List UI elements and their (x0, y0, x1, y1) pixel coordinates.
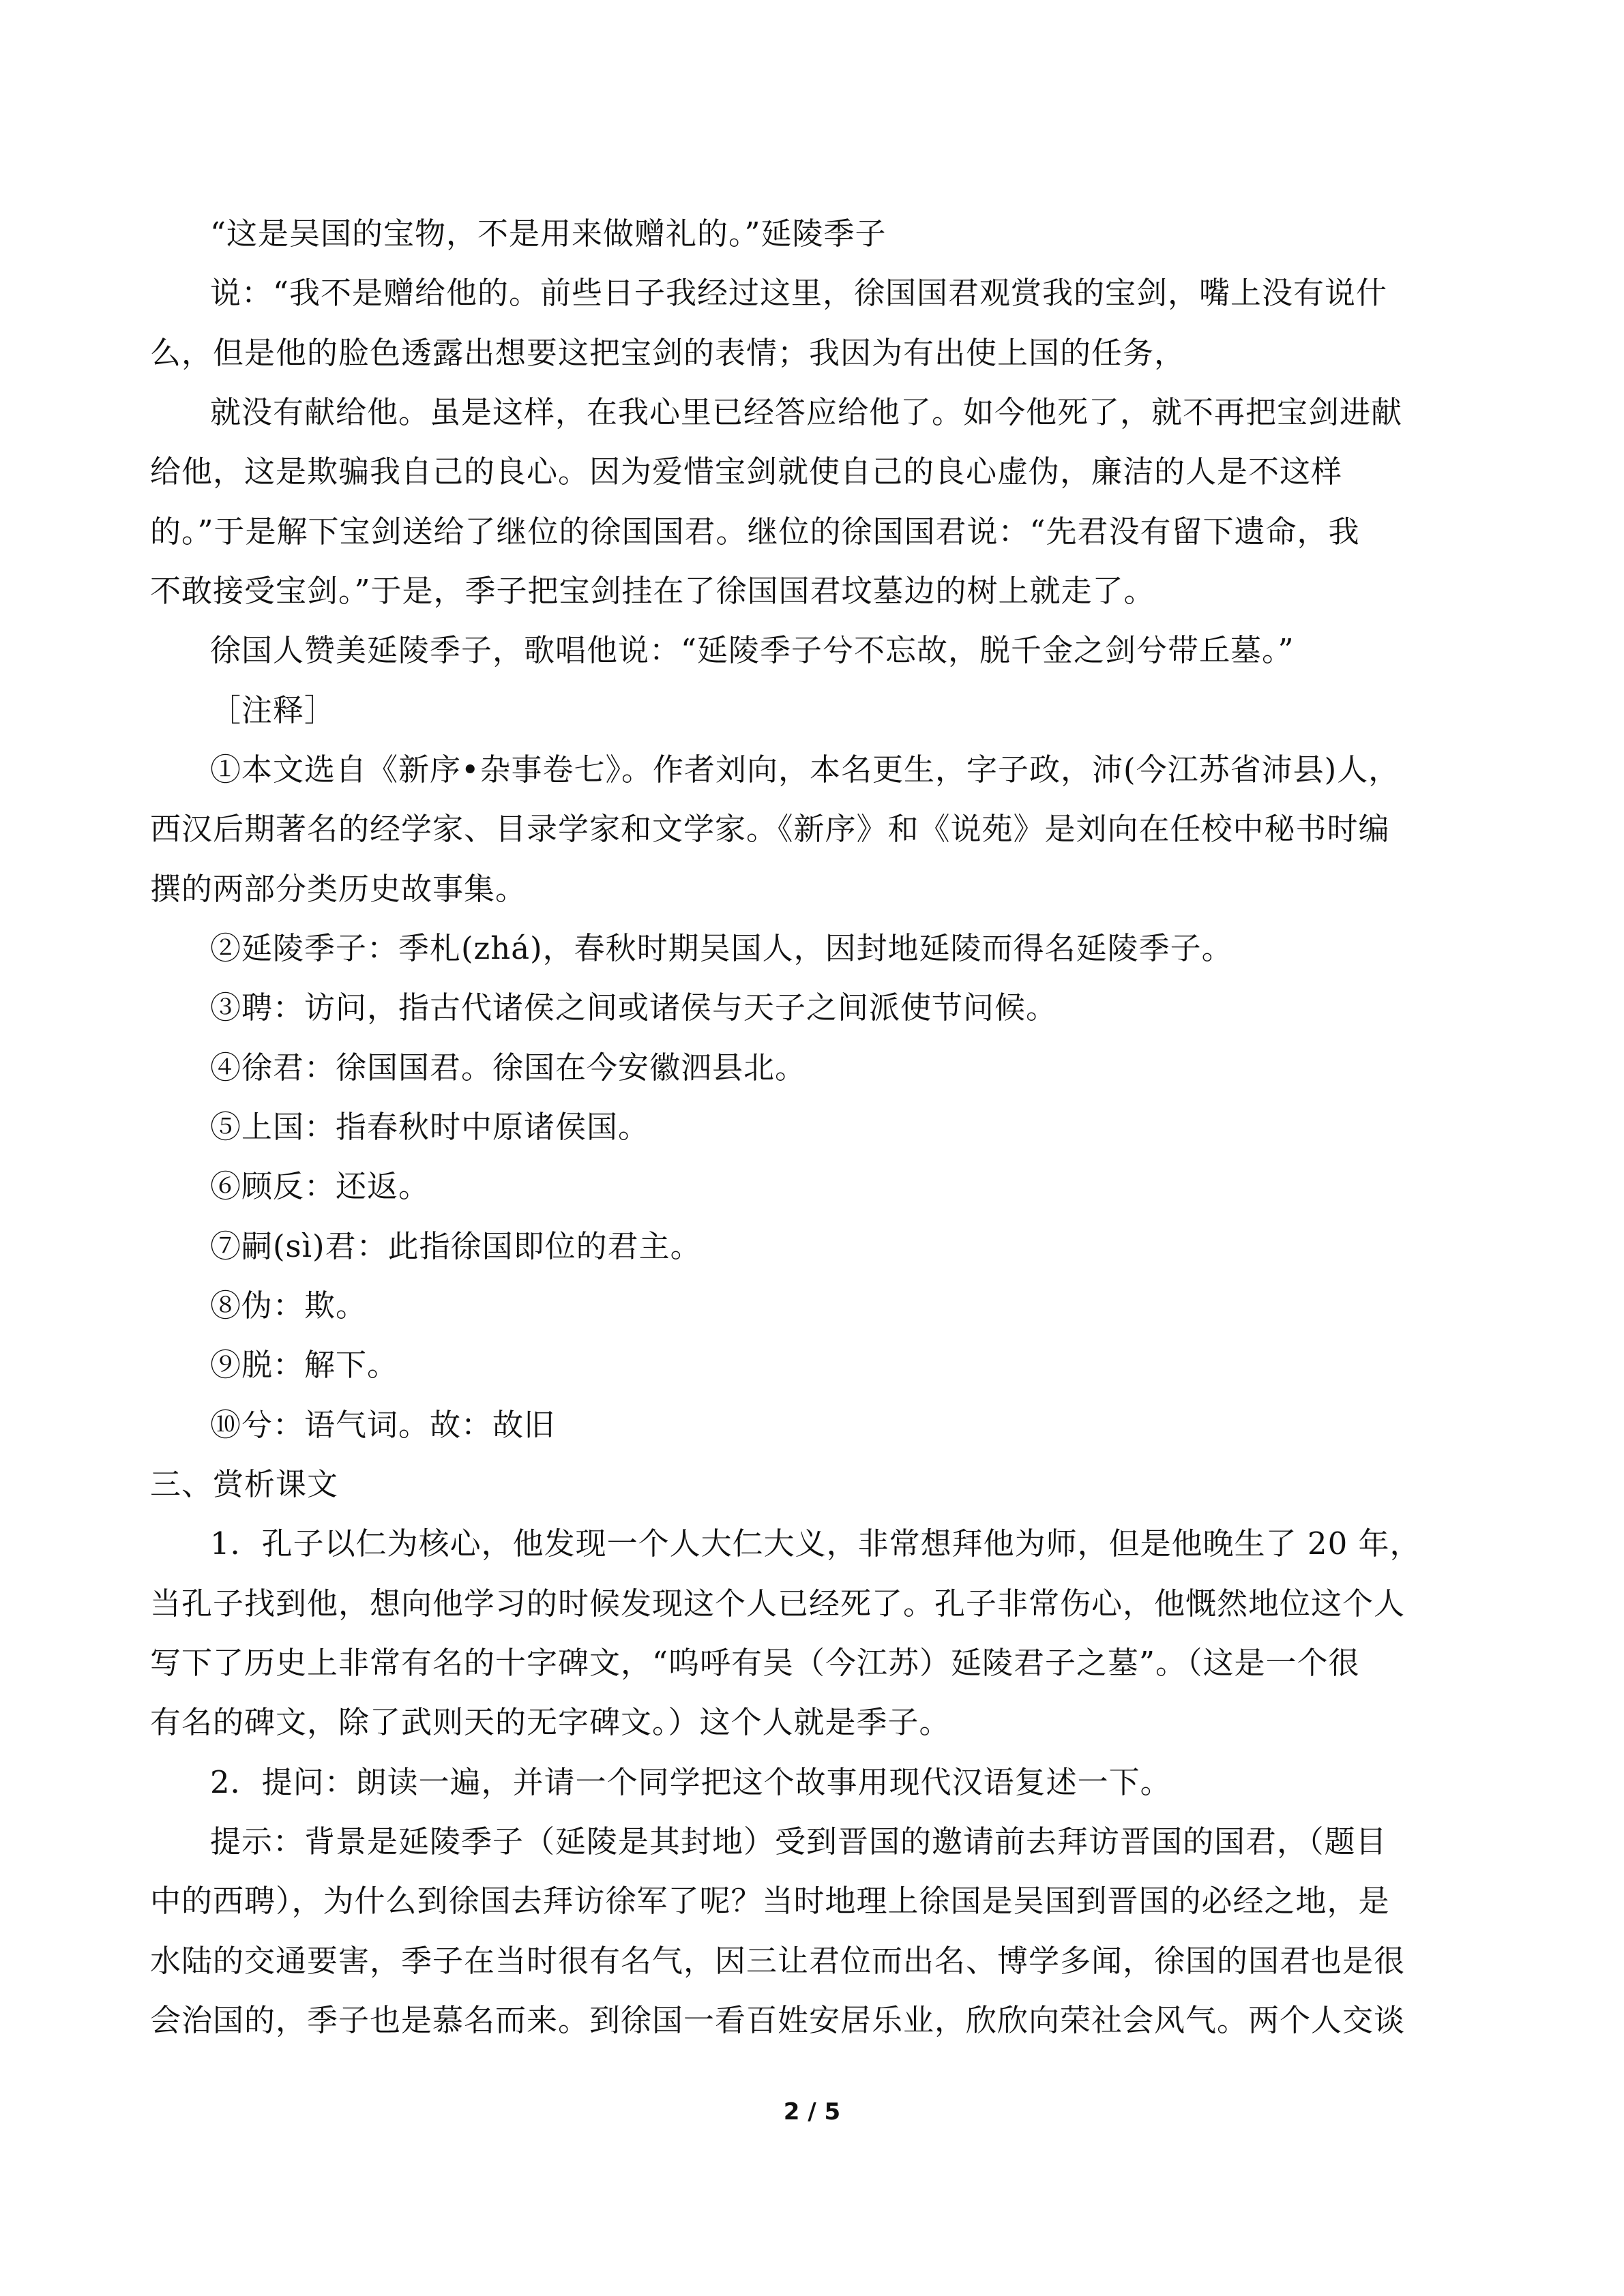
text-line: 说：“我不是赠给他的。前些日子我经过这里，徐国国君观赏我的宝剑，嘴上没有说什 (210, 275, 1388, 311)
text-line: 撰的两部分类历史故事集。 (150, 871, 527, 907)
text-line: 么，但是他的脸色透露出想要这把宝剑的表情；我因为有出使上国的任务， (150, 335, 1186, 371)
annotation-item: ⑦嗣(sì)君：此指徐国即位的君主。 (210, 1228, 702, 1264)
annotation-item: ②延陵季子：季札(zhá)，春秋时期吴国人，因封地延陵而得名延陵季子。 (210, 930, 1233, 966)
annotation-heading: ［注释］ (210, 692, 336, 728)
text-line: 写下了历史上非常有名的十字碑文，“呜呼有吴（今江苏）延陵君子之墓”。（这是一个很 (150, 1645, 1360, 1681)
text-line: 中的西聘），为什么到徐国去拜访徐军了呢？当时地理上徐国是吴国到晋国的必经之地，是 (150, 1883, 1390, 1919)
text-line: 会治国的，季子也是慕名而来。到徐国一看百姓安居乐业，欣欣向荣社会风气。两个人交谈 (150, 2002, 1406, 2038)
annotation-item: ⑩兮：语气词。故：故旧 (210, 1407, 556, 1443)
annotation-item: ⑧伪：欺。 (210, 1287, 368, 1324)
annotation-item: ③聘：访问，指古代诸侯之间或诸侯与天子之间派使节问候。 (210, 989, 1058, 1026)
text-line: 水陆的交通要害，季子在当时很有名气，因三让君位而出名、博学多闻，徐国的国君也是很 (150, 1943, 1406, 1979)
text-line: 不敢接受宝剑。”于是，季子把宝剑挂在了徐国国君坟墓边的树上就走了。 (150, 573, 1155, 609)
text-line: 有名的碑文，除了武则天的无字碑文。）这个人就是季子。 (150, 1704, 951, 1740)
annotation-item: ⑨脱：解下。 (210, 1347, 399, 1383)
text-line: 徐国人赞美延陵季子，歌唱他说：“延陵季子兮不忘故，脱千金之剑兮带丘墓。” (210, 632, 1295, 668)
text-line: “这是吴国的宝物，不是用来做赠礼的。”延陵季子 (210, 215, 887, 252)
text-line: 的。”于是解下宝剑送给了继位的徐国国君。继位的徐国国君说：“先君没有留下遗命，我 (150, 513, 1360, 550)
section-heading: 三、赏析课文 (150, 1466, 339, 1502)
text-line: 提示：背景是延陵季子（延陵是其封地）受到晋国的邀请前去拜访晋国的国君，（题目 (210, 1823, 1387, 1860)
text-line: 就没有献给他。虽是这样，在我心里已经答应给他了。如今他死了，就不再把宝剑进献 (210, 394, 1403, 430)
annotation-item: ④徐君：徐国国君。徐国在今安徽泗县北。 (210, 1049, 807, 1086)
text-line: 当孔子找到他，想向他学习的时候发现这个人已经死了。孔子非常伤心，他慨然地位这个人 (150, 1585, 1406, 1622)
text-line: 西汉后期著名的经学家、目录学家和文学家。《新序》和《说苑》是刘向在任校中秘书时编 (150, 811, 1390, 847)
annotation-item: ⑥顾反：还返。 (210, 1168, 430, 1204)
text-line: 2．提问：朗读一遍，并请一个同学把这个故事用现代汉语复述一下。 (210, 1764, 1172, 1800)
annotation-item: ⑤上国：指春秋时中原诸侯国。 (210, 1109, 650, 1145)
text-line: 1．孔子以仁为核心，他发现一个人大仁大义，非常想拜他为师，但是他晚生了 20 年， (210, 1525, 1421, 1562)
page-number: 2 / 5 (783, 2098, 841, 2126)
text-line: 给他，这是欺骗我自己的良心。因为爱惜宝剑就使自己的良心虚伪，廉洁的人是不这样 (150, 453, 1343, 490)
annotation-item: ①本文选自《新序•杂事卷七》。作者刘向，本名更生，字子政，沛(今江苏省沛县)人， (210, 751, 1400, 788)
